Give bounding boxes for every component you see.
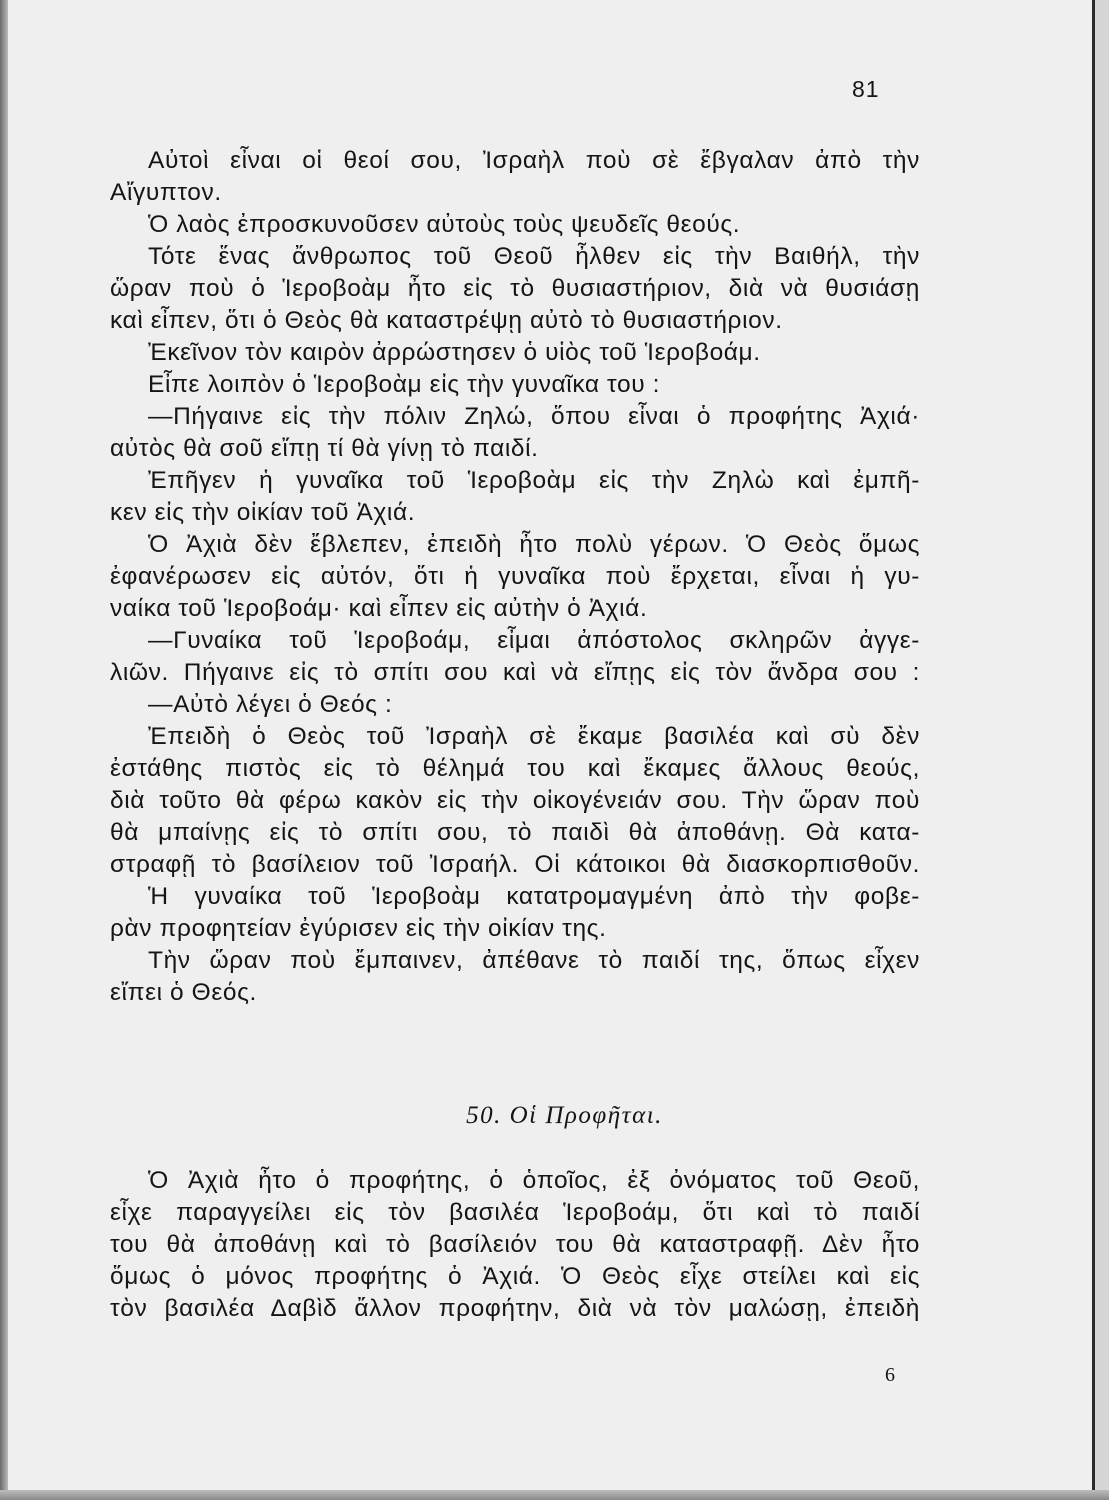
text-line: Ἡ γυναίκα τοῦ Ἱεροβοὰμ κατατρομαγμένη ἀπὸ τὴν φοβε- [148,883,920,910]
text-line: ὥραν ποὺ ὁ Ἱεροβοὰμ ἦτο εἰς τὸ θυσιαστήριον, διὰ νὰ θυσιάσῃ [110,275,920,302]
text-line: Ὁ Ἀχιὰ ἦτο ὁ προφήτης, ὁ ὁποῖος, ἐξ ὀνόματος τοῦ Θεοῦ, [148,1167,920,1194]
text-line: Αὐτοὶ εἶναι οἱ θεοί σου, Ἰσραὴλ ποὺ σὲ ἔβγαλαν ἀπὸ τὴν [148,147,920,174]
text-line: διὰ τοῦτο θὰ φέρω κακὸν εἰς τὴν οἰκογένειάν σου. Τὴν ὥραν ποὺ [110,787,920,814]
text-line: ἐφανέρωσεν εἰς αὐτόν, ὅτι ἡ γυναῖκα ποὺ ἔρχεται, εἶναι ἡ γυ- [110,563,920,590]
text-line: εἴπει ὁ Θεός. [110,979,257,1006]
text-line: αὐτὸς θὰ σοῦ εἴπῃ τί θὰ γίνῃ τὸ παιδί. [110,435,539,462]
text-line: λιῶν. Πήγαινε εἰς τὸ σπίτι σου καὶ νὰ εἴπῃς εἰς τὸν ἄνδρα σου : [110,659,920,686]
text-line: καὶ εἶπεν, ὅτι ὁ Θεὸς θὰ καταστρέψῃ αὐτὸ τὸ θυσιαστήριον. [110,307,783,334]
text-line: Τὴν ὥραν ποὺ ἔμπαινεν, ἀπέθανε τὸ παιδί της, ὅπως εἶχεν [148,947,920,974]
text-block-upper [110,145,920,1009]
page-number: 81 [852,76,880,102]
text-line: Αἴγυπτον. [110,179,222,206]
text-line: —Πήγαινε εἰς τὴν πόλιν Ζηλώ, ὅπου εἶναι ὁ προφήτης Ἀχιά· [148,403,920,430]
text-line: ρὰν προφητείαν ἐγύρισεν εἰς τὴν οἰκίαν της. [110,915,607,942]
text-line: Ἐκεῖνον τὸν καιρὸν ἀρρώστησεν ὁ υἱὸς τοῦ Ἱεροβοάμ. [148,339,761,366]
text-line: Εἶπε λοιπὸν ὁ Ἱεροβοὰμ εἰς τὴν γυναῖκα του : [148,371,661,398]
text-line: θὰ μπαίνῃς εἰς τὸ σπίτι σου, τὸ παιδὶ θὰ ἀποθάνῃ. Θὰ κατα- [110,819,920,846]
text-line: εἶχε παραγγείλει εἰς τὸν βασιλέα Ἱεροβοάμ, ὅτι καὶ τὸ παιδί [110,1199,920,1226]
text-line: Τότε ἕνας ἄνθρωπος τοῦ Θεοῦ ἦλθεν εἰς τὴν Βαιθήλ, τὴν [148,243,920,270]
text-line: —Αὐτὸ λέγει ὁ Θεός : [148,691,393,718]
text-line: Ὁ Ἀχιὰ δὲν ἔβλεπεν, ἐπειδὴ ἦτο πολὺ γέρων. Ὁ Θεὸς ὅμως [148,531,920,558]
text-line: στραφῇ τὸ βασίλειον τοῦ Ἰσραήλ. Οἱ κάτοικοι θὰ διασκορπισθοῦν. [110,851,920,878]
text-line: ναίκα τοῦ Ἱεροβοάμ· καὶ εἶπεν εἰς αὐτὴν ὁ Ἀχιά. [110,595,648,622]
signature-mark: 6 [885,1364,895,1386]
text-line: ἐστάθης πιστὸς εἰς τὸ θέλημά του καὶ ἔκαμες ἄλλους θεούς, [110,755,920,782]
text-line: κεν εἰς τὴν οἰκίαν τοῦ Ἀχιά. [110,499,416,526]
text-line: ὅμως ὁ μόνος προφήτης ὁ Ἀχιά. Ὁ Θεὸς εἶχε στείλει καὶ εἰς [110,1263,920,1290]
text-line: Ὁ λαὸς ἐπροσκυνοῦσεν αὐτοὺς τοὺς ψευδεῖς θεούς. [148,211,741,238]
section-heading: 50. Οἱ Προφῆται. [466,1102,663,1129]
text-block-lower [110,1165,920,1325]
text-line: τὸν βασιλέα Δαβὶδ ἄλλον προφήτην, διὰ νὰ τὸν μαλώσῃ, ἐπειδὴ [110,1295,920,1322]
text-line: —Γυναίκα τοῦ Ἱεροβοάμ, εἶμαι ἀπόστολος σκληρῶν ἀγγε- [148,627,920,654]
scanner-bottom-strip [0,1490,1109,1500]
text-line: Ἐπειδὴ ὁ Θεὸς τοῦ Ἰσραὴλ σὲ ἔκαμε βασιλέα καὶ σὺ δὲν [148,723,920,750]
text-line: Ἐπῆγεν ἡ γυναῖκα τοῦ Ἱεροβοὰμ εἰς τὴν Ζηλὼ καὶ ἐμπῆ- [148,467,920,494]
text-line: του θὰ ἀποθάνῃ καὶ τὸ βασίλειόν του θὰ καταστραφῇ. Δὲν ἦτο [110,1231,920,1258]
